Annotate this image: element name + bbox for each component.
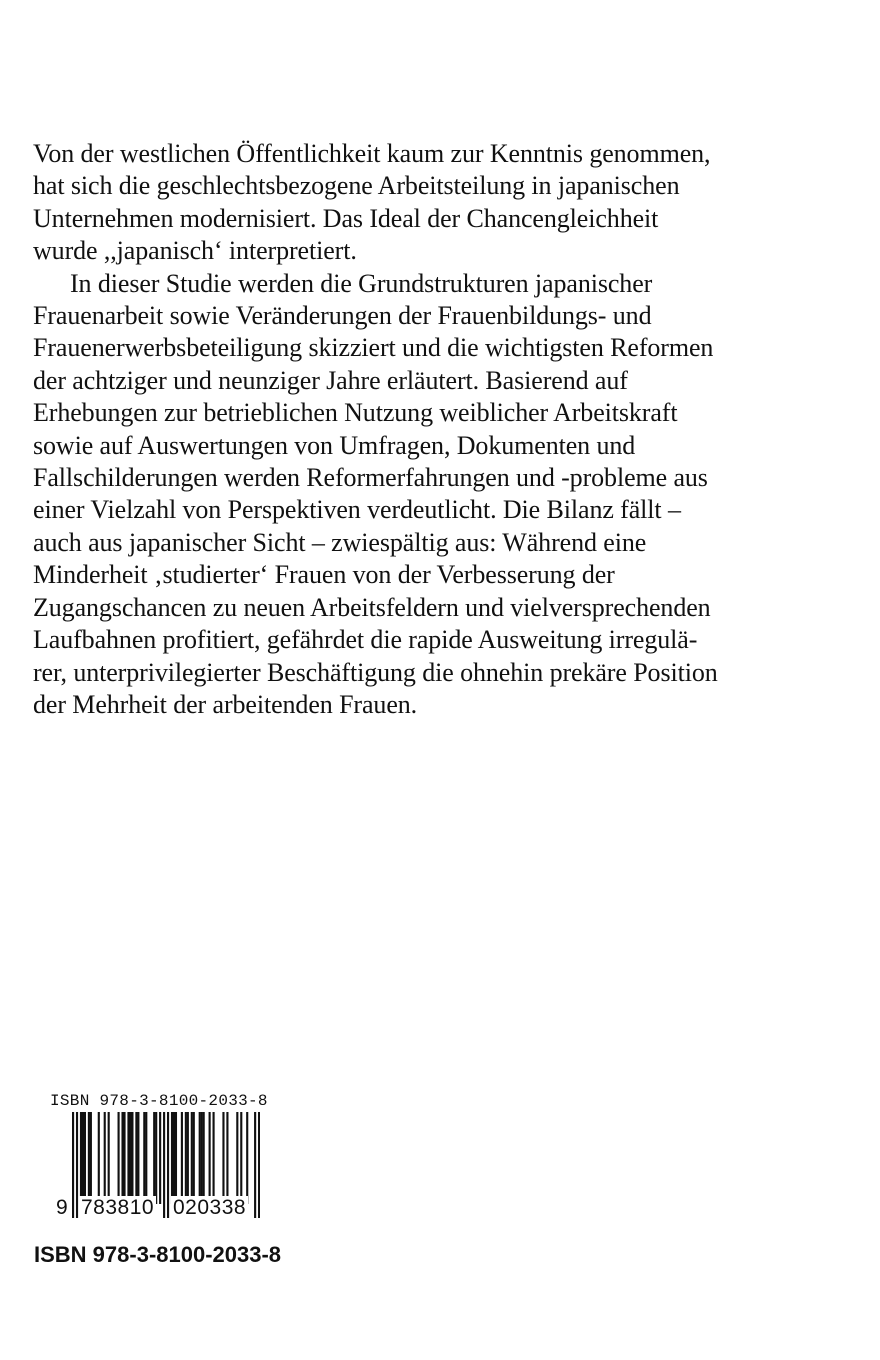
- blurb-line: Erhebungen zur betrieblichen Nutzung weiblicher Arbeitskraft: [33, 398, 678, 428]
- barcode-bar: [104, 1112, 106, 1204]
- barcode-bar: [143, 1112, 145, 1204]
- blurb-text: [33, 138, 823, 721]
- barcode-bar: [201, 1112, 203, 1204]
- barcode-bar: [121, 1112, 123, 1204]
- barcode-bar: [222, 1112, 224, 1204]
- barcode-bar: [131, 1112, 133, 1204]
- barcode-bar: [155, 1112, 157, 1204]
- barcode-bar: [181, 1112, 183, 1204]
- barcode-digit-group-left: 783810: [81, 1196, 155, 1219]
- barcode-bar: [167, 1112, 169, 1218]
- blurb-line: rer, unterprivilegierter Beschäftigung die ohnehin prekäre Position: [33, 657, 718, 687]
- barcode-bar: [254, 1112, 256, 1218]
- blurb-line: auch aus japanischer Sicht – zwiespältig aus: Während eine: [33, 527, 647, 557]
- blurb-line: wurde ,,japanisch‘ interpretiert.: [33, 236, 357, 266]
- barcode-bar: [246, 1112, 248, 1204]
- barcode-digit-group-right: 020338: [173, 1196, 247, 1219]
- barcode-bar: [171, 1112, 173, 1204]
- barcode-bar: [84, 1112, 86, 1204]
- barcode-bar: [135, 1112, 137, 1204]
- barcode-isbn-label: ISBN 978-3-8100-2033-8: [50, 1092, 268, 1110]
- blurb-line: Frauenarbeit sowie Veränderungen der Frauenbildungs- und: [33, 301, 652, 331]
- barcode-bar: [185, 1112, 187, 1204]
- barcode-digit-lead: 9: [56, 1196, 68, 1219]
- barcode-bar: [173, 1112, 175, 1204]
- blurb-line: hat sich die geschlechtsbezogene Arbeitsteilung in japanischen: [33, 171, 680, 201]
- blurb-line: Frauenerwerbsbeteiligung skizziert und die wichtigsten Reformen: [33, 333, 714, 363]
- blurb-line: In dieser Studie werden die Grundstrukturen japanischer: [70, 268, 653, 298]
- barcode-bar: [129, 1112, 131, 1204]
- barcode-bar: [175, 1112, 177, 1204]
- blurb-line: Von der westlichen Öffentlichkeit kaum zur Kenntnis genommen,: [33, 139, 711, 168]
- barcode-bar: [76, 1112, 78, 1218]
- blurb-line: Fallschilderungen werden Reformerfahrungen und -probleme aus: [33, 463, 708, 493]
- blurb-line: Minderheit ‚studierter‘ Frauen von der Verbesserung der: [33, 560, 615, 590]
- blurb-line: Zugangschancen zu neuen Arbeitsfeldern und vielversprechenden: [33, 592, 711, 622]
- barcode-bar: [145, 1112, 147, 1204]
- barcode-bar: [98, 1112, 100, 1204]
- barcode-bar: [226, 1112, 228, 1204]
- barcode-bar: [163, 1112, 165, 1218]
- barcode-bar: [240, 1112, 242, 1204]
- barcode-bar: [82, 1112, 84, 1204]
- barcode-bar: [108, 1112, 110, 1204]
- barcode-bar: [193, 1112, 195, 1204]
- barcode-bar: [90, 1112, 92, 1204]
- barcode-bar: [153, 1112, 155, 1204]
- barcode-bar: [127, 1112, 129, 1204]
- barcode-bar: [72, 1112, 74, 1218]
- blurb-line: einer Vielzahl von Perspektiven verdeutlicht. Die Bilanz fällt –: [33, 495, 681, 525]
- barcode-bar: [209, 1112, 211, 1204]
- barcode-bar: [258, 1112, 260, 1218]
- barcode-bar: [191, 1112, 193, 1204]
- blurb-line: Laufbahnen profitiert, gefährdet die rapide Ausweitung irregulä-: [33, 625, 698, 655]
- barcode-bar: [213, 1112, 215, 1204]
- barcode-bar: [80, 1112, 82, 1204]
- blurb-line: der achtziger und neunziger Jahre erläutert. Basierend auf: [33, 365, 628, 395]
- barcode-bar: [203, 1112, 205, 1204]
- barcode-bar: [199, 1112, 201, 1204]
- blurb-line: der Mehrheit der arbeitenden Frauen.: [33, 689, 418, 719]
- barcode-bar: [88, 1112, 90, 1204]
- blurb-line: Unternehmen modernisiert. Das Ideal der Chancengleichheit: [33, 203, 659, 233]
- barcode-bar: [236, 1112, 238, 1204]
- barcode-bar: [187, 1112, 189, 1204]
- barcode-bar: [137, 1112, 139, 1204]
- barcode-bar: [123, 1112, 125, 1204]
- blurb-line: sowie auf Auswertungen von Umfragen, Dokumenten und: [33, 430, 636, 460]
- isbn-footer: ISBN 978-3-8100-2033-8: [34, 1242, 282, 1267]
- barcode-bar: [159, 1112, 161, 1204]
- barcode-bar: [118, 1112, 120, 1204]
